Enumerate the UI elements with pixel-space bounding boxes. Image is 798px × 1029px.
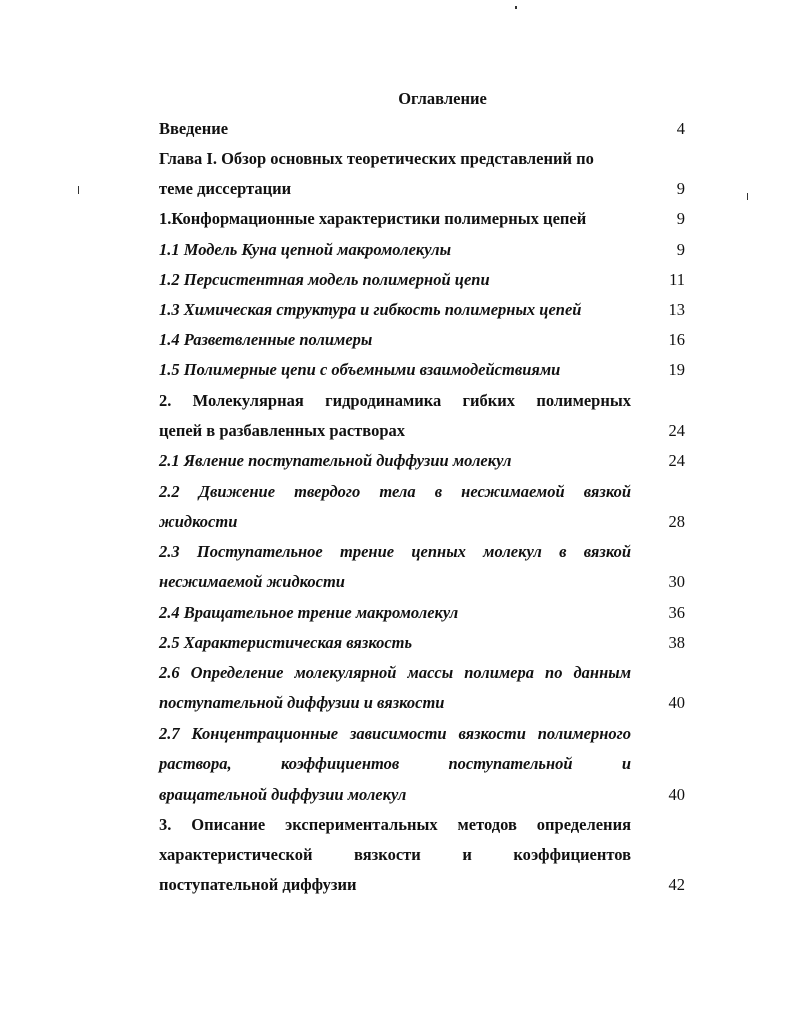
toc-entry-2-6-cont: поступательной диффузии и вязкости (159, 693, 445, 712)
scan-speck (515, 6, 517, 9)
toc-entry-section-1: 1.Конформационные характеристики полимерных цепей (159, 209, 587, 228)
toc-page-number: 24 (668, 421, 685, 440)
toc-entry-2-6: 2.6 Определение молекулярной массы полимера по данным (159, 663, 631, 682)
toc-page-number: 30 (668, 572, 685, 591)
toc-entry-2-3: 2.3 Поступательное трение цепных молекул в вязкой (159, 542, 631, 561)
toc-page-number: 19 (668, 360, 685, 379)
toc-entry-1-3: 1.3 Химическая структура и гибкость полимерных цепей (159, 300, 582, 319)
toc-page-number: 38 (668, 633, 685, 652)
toc-entry-1-1: 1.1 Модель Куна цепной макромолекулы (159, 240, 452, 259)
toc-entry-chapter-1: Глава I. Обзор основных теоретических представлений по (159, 149, 594, 168)
toc-entry-2-2: 2.2 Движение твердого тела в несжимаемой вязкой (159, 482, 631, 501)
toc-entry-section-3-cont: поступательной диффузии (159, 875, 357, 894)
toc-page-number: 9 (676, 209, 685, 228)
scan-speck (747, 193, 748, 200)
toc-page-number: 9 (676, 240, 685, 259)
toc-entry-2-3-cont: несжимаемой жидкости (159, 572, 345, 591)
toc-entry-1-5: 1.5 Полимерные цепи с объемными взаимодействиями (159, 360, 561, 379)
scan-speck (78, 186, 79, 194)
toc-entry-section-3: 3. Описание экспериментальных методов определения (159, 815, 631, 834)
toc-entry-introduction: Введение (159, 119, 229, 138)
toc-entry-2-5: 2.5 Характеристическая вязкость (159, 633, 413, 652)
toc-page-number: 42 (668, 875, 685, 894)
toc-entry-1-4: 1.4 Разветвленные полимеры (159, 330, 373, 349)
toc-page-number: 40 (668, 693, 685, 712)
page-title: Оглавление (398, 89, 487, 108)
toc-entry-section-2: 2. Молекулярная гидродинамика гибких полимерных (159, 391, 631, 410)
toc-entry-1-2: 1.2 Персистентная модель полимерной цепи (159, 270, 490, 289)
toc-page-number: 4 (676, 119, 685, 138)
toc-entry-section-3-cont: характеристической вязкости и коэффициентов (159, 845, 631, 864)
toc-entry-2-2-cont: жидкости (159, 512, 238, 531)
toc-entry-2-7-cont: раствора, коэффициентов поступательной и (159, 754, 631, 773)
toc-entry-chapter-1-cont: теме диссертации (159, 179, 292, 198)
toc-page-number: 36 (668, 603, 685, 622)
toc-page-number: 13 (668, 300, 685, 319)
toc-page-number: 28 (668, 512, 685, 531)
toc-page-number: 24 (668, 451, 685, 470)
toc-page-number: 9 (676, 179, 685, 198)
toc-entry-2-7-cont: вращательной диффузии молекул (159, 785, 407, 804)
toc-entry-2-7: 2.7 Концентрационные зависимости вязкости полимерного (159, 724, 631, 743)
toc-page-number: 40 (668, 785, 685, 804)
toc-entry-2-4: 2.4 Вращательное трение макромолекул (159, 603, 459, 622)
toc-entry-2-1: 2.1 Явление поступательной диффузии молекул (159, 451, 512, 470)
toc-page-number: 11 (669, 270, 685, 289)
toc-entry-section-2-cont: цепей в разбавленных растворах (159, 421, 406, 440)
toc-page-number: 16 (668, 330, 685, 349)
